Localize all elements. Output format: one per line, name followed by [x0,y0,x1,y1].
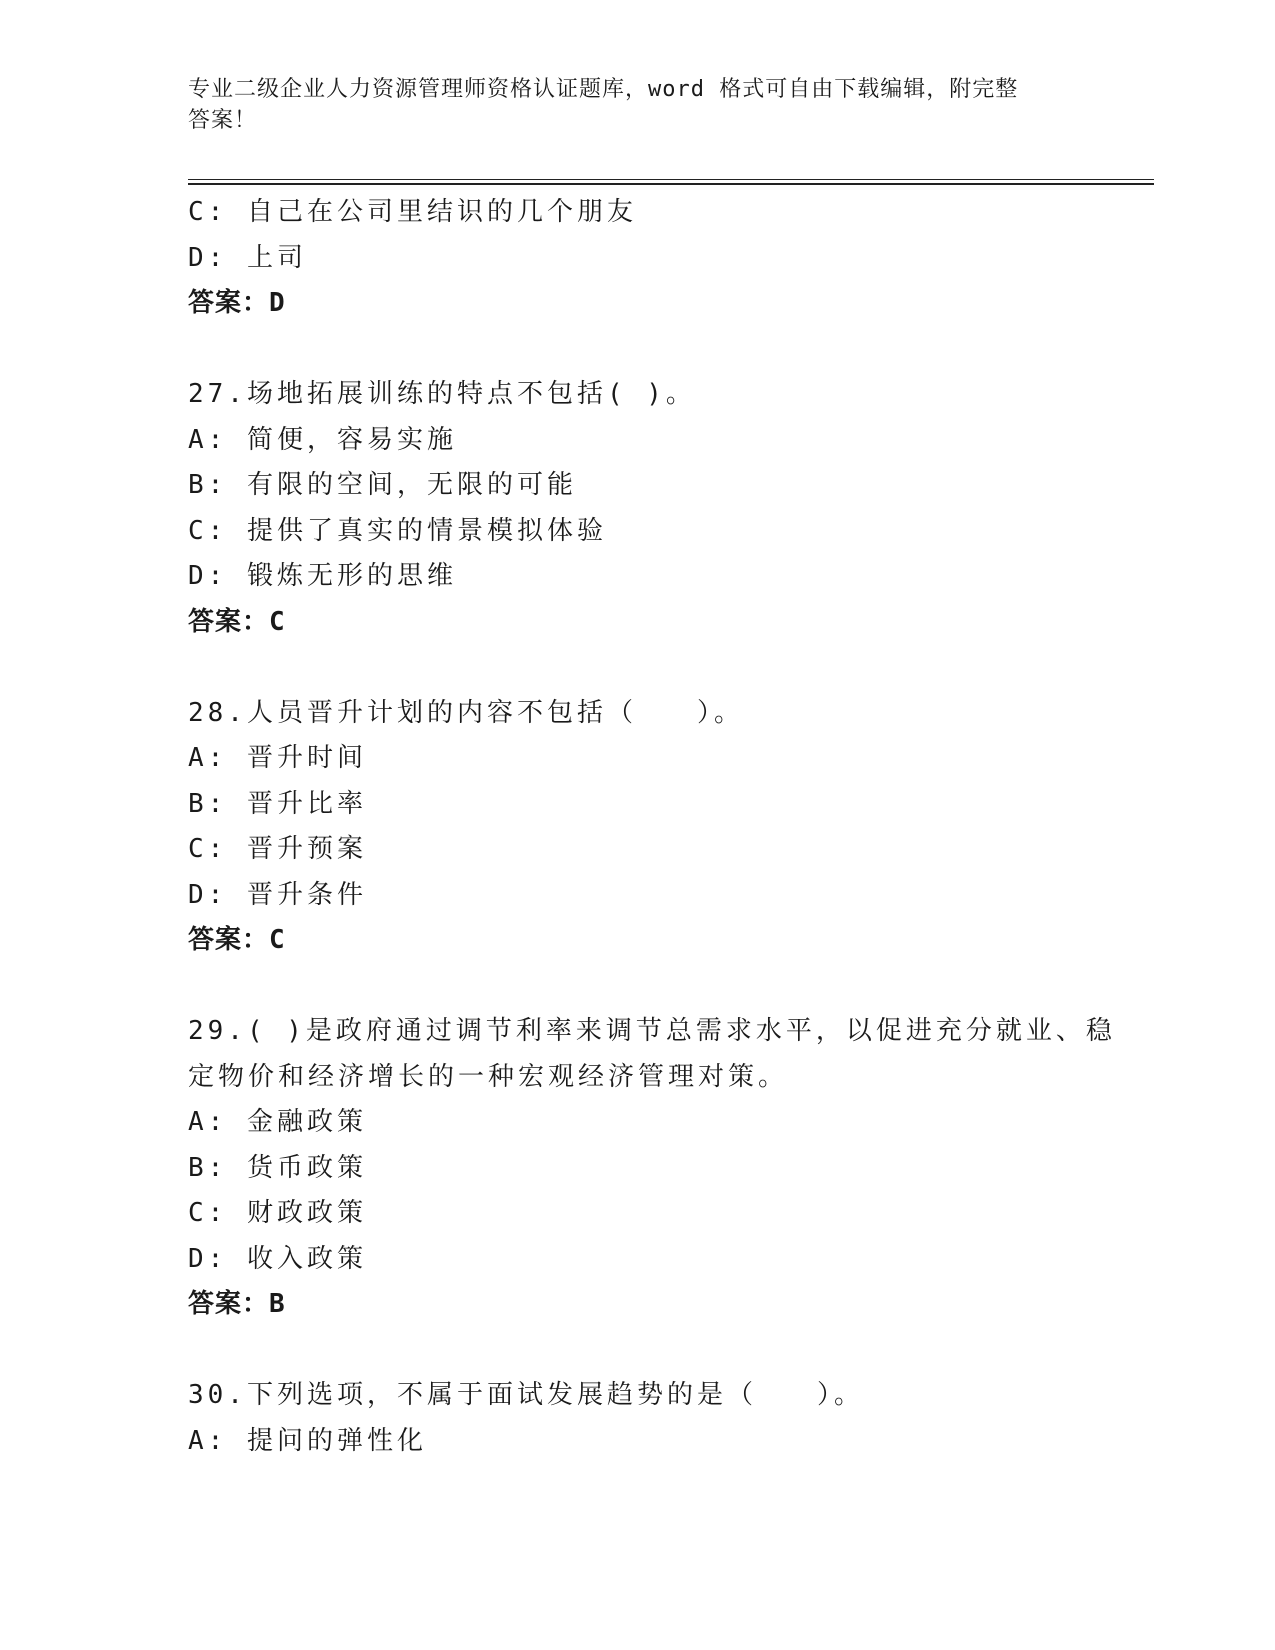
question-29-text-line-2: 定物价和经济增长的一种宏观经济管理对策。 [188,1061,789,1092]
question-list [188,190,1116,1464]
question-29-block [188,1009,1116,1328]
question-28-text: 28.人员晋升计划的内容不包括（ ）。 [188,697,744,728]
header-divider-thick [188,183,1154,185]
question-27-option-b: B: 有限的空间，无限的可能 [188,470,577,500]
question-27-option-a: A: 简便，容易实施 [188,424,457,455]
spacer [188,645,1088,691]
question-29-option-b: B: 货币政策 [188,1152,367,1183]
question-27-option-c: C: 提供了真实的情景模拟体验 [188,515,607,546]
question-28-option-c: C: 晋升预案 [188,834,367,864]
header-line-2: 答案！ [188,108,258,133]
question-29-option-a: A: 金融政策 [188,1107,367,1137]
question-28-block [188,691,1088,964]
spacer [188,964,1088,1010]
question-29-text-line-1: 29.( )是政府通过调节利率来调节总需求水平，以促进充分就业、稳 [188,1016,1116,1046]
question-30-option-a: A: 提问的弹性化 [188,1425,427,1456]
question-26-option-c: C: 自己在公司里结识的几个朋友 [188,197,637,227]
question-29-answer: 答案：B [188,1289,286,1319]
header-line-1: 专业二级企业人力资源管理师资格认证题库，word 格式可自由下载编辑，附完整 [188,77,1019,102]
spacer [188,327,1088,373]
question-27-text: 27.场地拓展训练的特点不包括( )。 [188,379,696,409]
question-26-option-d: D: 上司 [188,242,307,273]
question-27-answer: 答案：C [188,606,286,637]
question-30-block [188,1373,1088,1464]
question-29-option-c: C: 财政政策 [188,1198,367,1228]
question-26-block [188,190,1088,327]
spacer [188,1328,1088,1374]
question-28-option-b: B: 晋升比率 [188,788,367,819]
question-27-option-d: D: 锻炼无形的思维 [188,561,457,591]
document-header [188,74,1068,136]
question-26-answer: 答案：D [188,288,286,318]
question-28-option-a: A: 晋升时间 [188,743,367,773]
question-29-option-d: D: 收入政策 [188,1243,367,1274]
question-28-option-d: D: 晋升条件 [188,879,367,910]
question-27-block [188,372,1088,645]
question-30-text: 30.下列选项，不属于面试发展趋势的是（ ）。 [188,1380,864,1410]
question-28-answer: 答案：C [188,925,286,955]
header-divider-thin [188,179,1154,180]
